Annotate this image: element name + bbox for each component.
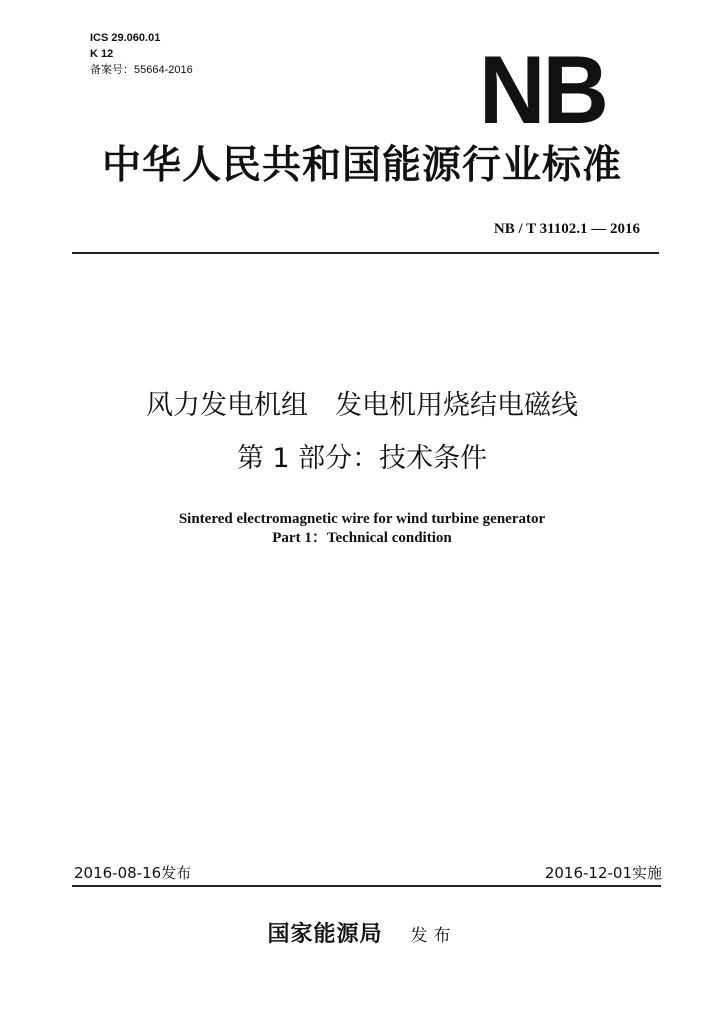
document-title-en-line1: Sintered electromagnetic wire for wind turbine generator	[178, 511, 546, 527]
document-title-line1: 风力发电机组 发电机用烧结电磁线	[146, 390, 578, 421]
issue-date: 2016-08-16发布	[74, 864, 192, 882]
document-title-en-line2: Part 1：Technical condition	[272, 530, 452, 546]
header-divider	[72, 252, 659, 254]
nb-logo: NB	[479, 36, 606, 144]
footer-divider	[72, 885, 661, 887]
implementation-date: 2016-12-01实施	[544, 864, 662, 882]
classification-block	[90, 30, 193, 78]
standard-number: NB / T 31102.1 — 2016	[493, 221, 640, 237]
issuing-organization: 国家能源局	[267, 922, 383, 947]
ccs-code: K 12	[90, 48, 114, 60]
filing-number: 备案号：55664-2016	[90, 64, 193, 76]
standard-category-title: 中华人民共和国能源行业标准	[101, 143, 622, 188]
document-title-line2: 第 1 部分：技术条件	[236, 443, 488, 474]
issue-action: 发布	[410, 926, 457, 946]
ics-code: ICS 29.060.01	[90, 32, 161, 44]
issuer-line	[0, 920, 724, 951]
